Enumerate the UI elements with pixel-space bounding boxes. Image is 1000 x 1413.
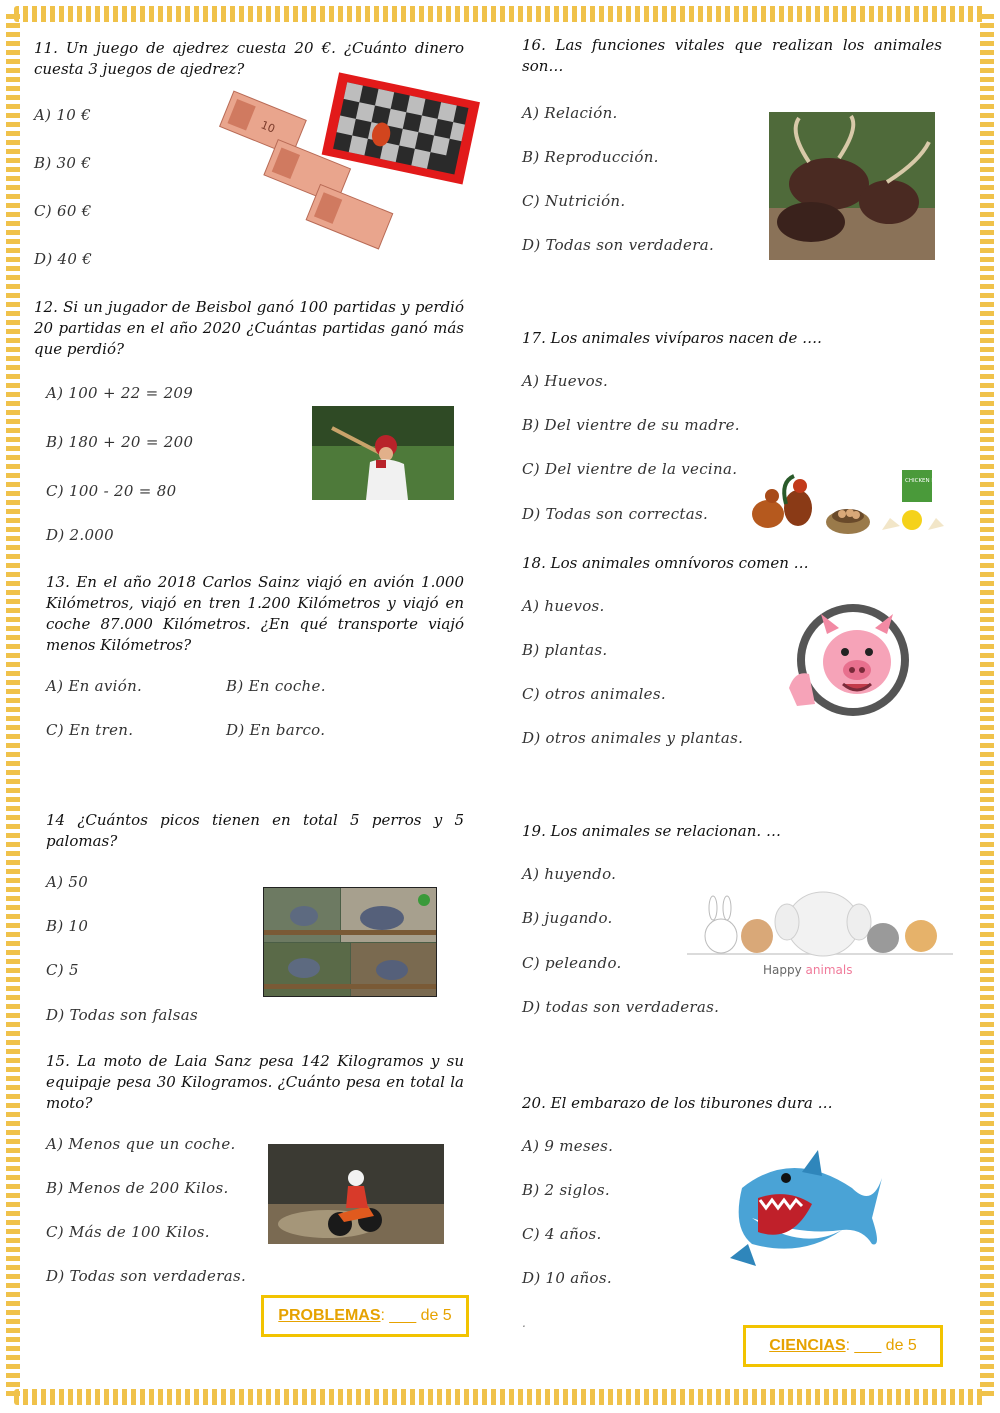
q20-option-d[interactable]: D) 10 años.: [522, 1269, 612, 1287]
question-15: 15. La moto de Laia Sanz pesa 142 Kilogramos y su equipaje pesa 30 Kilogramos. ¿Cuánto pesa en total la moto?: [46, 1052, 464, 1112]
banknote-value: 10: [259, 118, 277, 136]
question-16: 16. Las funciones vitales que realizan los animales son…: [522, 36, 942, 75]
q19-option-c[interactable]: C) peleando.: [522, 954, 622, 972]
happy-animals-caption: Happy animals: [763, 963, 853, 977]
q14-option-b[interactable]: B) 10: [46, 917, 89, 935]
q16-option-b[interactable]: B) Reproducción.: [522, 148, 659, 166]
cattle-image: [769, 112, 935, 260]
q19-option-a[interactable]: A) huyendo.: [522, 865, 617, 883]
q15-option-a[interactable]: A) Menos que un coche.: [46, 1135, 236, 1153]
question-14: 14 ¿Cuántos picos tienen en total 5 perros y 5 palomas?: [46, 811, 464, 850]
banknotes-chess-image: [222, 78, 478, 256]
q11-option-b[interactable]: B) 30 €: [34, 154, 92, 172]
question-17: 17. Los animales vivíparos nacen de ….: [522, 329, 822, 347]
score-problemas: [261, 1295, 469, 1337]
q13-option-a[interactable]: A) En avión.: [46, 677, 143, 695]
q18-option-d[interactable]: D) otros animales y plantas.: [522, 729, 744, 747]
q18-option-b[interactable]: B) plantas.: [522, 641, 608, 659]
q14-option-a[interactable]: A) 50: [46, 873, 89, 891]
score-ciencias: [743, 1325, 943, 1367]
question-19: 19. Los animales se relacionan. …: [522, 822, 781, 840]
q11-option-c[interactable]: C) 60 €: [34, 202, 92, 220]
score-problemas-label: PROBLEMAS: [278, 1307, 381, 1324]
q13-option-b[interactable]: B) En coche.: [226, 677, 326, 695]
q11-option-d[interactable]: D) 40 €: [34, 250, 93, 268]
q15-option-c[interactable]: C) Más de 100 Kilos.: [46, 1223, 210, 1241]
q16-option-d[interactable]: D) Todas son verdadera.: [522, 236, 715, 254]
q15-option-b[interactable]: B) Menos de 200 Kilos.: [46, 1179, 229, 1197]
stray-dot: .: [522, 1316, 527, 1330]
q12-option-a[interactable]: A) 100 + 22 = 209: [46, 384, 194, 402]
page-border-top: [14, 6, 986, 22]
q19-option-b[interactable]: B) jugando.: [522, 909, 613, 927]
q18-option-a[interactable]: A) huevos.: [522, 597, 605, 615]
score-ciencias-value[interactable]: : ___ de 5: [845, 1337, 917, 1354]
q11-option-a[interactable]: A) 10 €: [34, 106, 91, 124]
pigeons-image: [263, 887, 437, 997]
q17-option-a[interactable]: A) Huevos.: [522, 372, 609, 390]
pig-image: [785, 600, 915, 720]
q12-option-b[interactable]: B) 180 + 20 = 200: [46, 433, 194, 451]
q20-option-c[interactable]: C) 4 años.: [522, 1225, 602, 1243]
page-border-bottom: [14, 1389, 986, 1405]
happy-animals-image: [683, 864, 958, 979]
question-11: 11. Un juego de ajedrez cuesta 20 €. ¿Cuánto dinero cuesta 3 juegos de ajedrez?: [34, 39, 464, 78]
motorbike-image: [268, 1144, 444, 1244]
shark-image: [722, 1148, 884, 1276]
question-20: 20. El embarazo de los tiburones dura …: [522, 1094, 833, 1112]
q20-option-a[interactable]: A) 9 meses.: [522, 1137, 614, 1155]
q18-option-c[interactable]: C) otros animales.: [522, 685, 666, 703]
question-18: 18. Los animales omnívoros comen …: [522, 554, 809, 572]
q15-option-d[interactable]: D) Todas son verdaderas.: [46, 1267, 247, 1285]
q13-option-c[interactable]: C) En tren.: [46, 721, 134, 739]
score-problemas-value[interactable]: : ___ de 5: [380, 1307, 452, 1324]
question-12: 12. Si un jugador de Beisbol ganó 100 partidas y perdió 20 partidas en el año 2020 ¿Cuántas partidas ganó más que perdió?: [34, 298, 464, 358]
q17-option-b[interactable]: B) Del vientre de su madre.: [522, 416, 740, 434]
score-ciencias-label: CIENCIAS: [769, 1337, 846, 1354]
q12-option-c[interactable]: C) 100 - 20 = 80: [46, 482, 177, 500]
question-13: 13. En el año 2018 Carlos Sainz viajó en avión 1.000 Kilómetros, viajó en tren 1.200 Kilómetros y viajó en coche 87.000 Kilómetros. ¿En qué transporte viajó menos Kilómetros?: [46, 573, 464, 654]
chicken-life-cycle-image: [750, 468, 962, 540]
baseball-player-image: [312, 406, 454, 500]
chicken-sign-text: CHICKEN LIFE CYCLE: [905, 478, 962, 484]
q12-option-d[interactable]: D) 2.000: [46, 526, 114, 544]
q13-option-d[interactable]: D) En barco.: [226, 721, 326, 739]
page-border-right: [980, 14, 994, 1399]
q14-option-c[interactable]: C) 5: [46, 961, 79, 979]
q20-option-b[interactable]: B) 2 siglos.: [522, 1181, 610, 1199]
q17-option-d[interactable]: D) Todas son correctas.: [522, 505, 709, 523]
q16-option-a[interactable]: A) Relación.: [522, 104, 618, 122]
page-border-left: [6, 14, 20, 1399]
q14-option-d[interactable]: D) Todas son falsas: [46, 1006, 199, 1024]
q17-option-c[interactable]: C) Del vientre de la vecina.: [522, 460, 738, 478]
q16-option-c[interactable]: C) Nutrición.: [522, 192, 626, 210]
q19-option-d[interactable]: D) todas son verdaderas.: [522, 998, 720, 1016]
